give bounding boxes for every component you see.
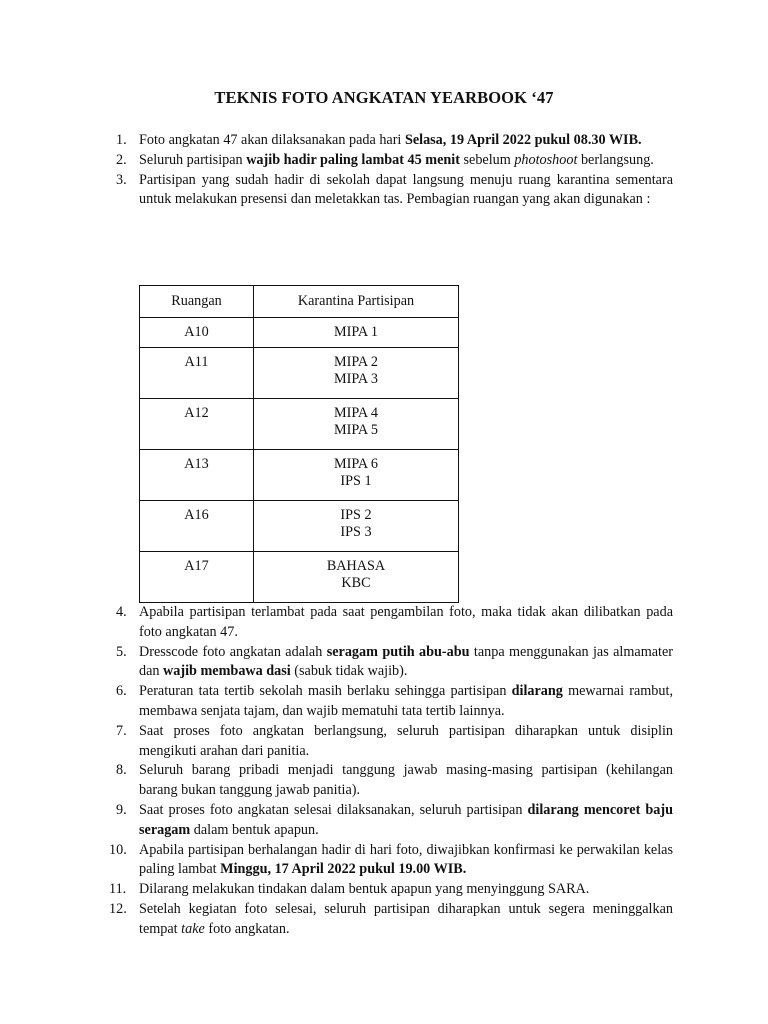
text-run: Apabila partisipan berhalangan hadir di hari foto, diwajibkan konfirmasi ke perwakilan kelas paling lambat bbox=[139, 841, 673, 878]
list-item-text bbox=[139, 603, 673, 643]
list-item-number: 10. bbox=[109, 841, 127, 858]
classes-cell bbox=[254, 450, 459, 501]
list-item-number: 8. bbox=[116, 762, 127, 779]
bold-text: Selasa, 19 April 2022 pukul 08.30 WIB. bbox=[404, 132, 642, 148]
list-item-text bbox=[139, 722, 673, 762]
list-item-number: 12. bbox=[109, 900, 127, 917]
rules-list-part-2 bbox=[0, 603, 768, 940]
list-item-number: 7. bbox=[116, 722, 127, 739]
list-item-text bbox=[139, 761, 673, 801]
list-item-text bbox=[139, 841, 673, 881]
room-cell: A13 bbox=[140, 450, 254, 501]
list-item-text bbox=[139, 682, 673, 722]
list-item-text bbox=[139, 880, 673, 900]
text-run: Dilarang melakukan tindakan dalam bentuk apapun yang menyinggung SARA. bbox=[139, 881, 590, 898]
text-run: tanpa menggunakan jas almamater dan bbox=[139, 643, 673, 680]
list-item-text bbox=[139, 801, 673, 841]
table-row bbox=[140, 450, 459, 501]
list-item-text bbox=[139, 171, 673, 211]
rules-list-part-1 bbox=[0, 131, 768, 210]
text-run: mewarnai rambut, membawa senjata tajam, dan wajib mematuhi tata tertib lainnya. bbox=[139, 683, 673, 719]
bold-text: dilarang mencoret baju seragam bbox=[139, 801, 673, 838]
text-run: berlangsung. bbox=[577, 151, 654, 168]
list-item-number: 6. bbox=[116, 683, 127, 700]
list-item bbox=[0, 841, 673, 881]
class-name: BAHASA bbox=[326, 558, 386, 574]
classes-cell bbox=[254, 552, 459, 603]
list-item bbox=[0, 131, 673, 151]
bold-text: wajib membawa dasi bbox=[163, 663, 291, 680]
text-run: Partisipan yang sudah hadir di sekolah dapat langsung menuju ruang karantina sementara untuk melakukan presensi dan meletakkan tas. Pembagian ruangan yang akan digunakan : bbox=[139, 171, 673, 208]
list-item bbox=[0, 801, 673, 841]
list-item bbox=[0, 151, 673, 171]
list-item bbox=[0, 880, 673, 900]
header-ruangan: Ruangan bbox=[140, 286, 254, 318]
list-item-number: 4. bbox=[116, 604, 127, 620]
list-item-number: 11. bbox=[109, 881, 127, 898]
table-row bbox=[140, 318, 459, 348]
classes-cell bbox=[254, 399, 459, 450]
text-run: Dresscode foto angkatan adalah bbox=[139, 643, 327, 660]
list-item bbox=[0, 171, 673, 211]
list-item bbox=[0, 761, 673, 801]
list-item-text bbox=[139, 131, 673, 151]
page-title: TEKNIS FOTO ANGKATAN YEARBOOK ‘47 bbox=[214, 88, 554, 107]
text-run: Seluruh barang pribadi menjadi tanggung jawab masing-masing partisipan (kehilangan barang bukan tanggung jawab panitia). bbox=[139, 762, 673, 799]
bold-text: wajib hadir paling lambat 45 menit bbox=[246, 151, 460, 168]
text-run: Saat proses foto angkatan selesai dilaksanakan, seluruh partisipan bbox=[139, 801, 528, 818]
text-run: Seluruh partisipan bbox=[139, 151, 247, 168]
text-run: (sabuk tidak wajib). bbox=[290, 663, 408, 680]
bold-text: Minggu, 17 April 2022 pukul 19.00 WIB. bbox=[220, 861, 467, 878]
list-item-text bbox=[139, 151, 673, 171]
room-assignment-table bbox=[139, 285, 459, 603]
class-name: MIPA 3 bbox=[333, 371, 379, 387]
list-item-number: 9. bbox=[116, 801, 127, 818]
class-name: MIPA 2 bbox=[333, 354, 379, 370]
list-item bbox=[0, 643, 673, 683]
room-cell: A16 bbox=[140, 501, 254, 552]
table-body bbox=[140, 318, 459, 603]
class-name: IPS 2 bbox=[340, 507, 372, 523]
class-name: IPS 3 bbox=[340, 524, 372, 540]
class-name: KBC bbox=[341, 575, 371, 591]
room-cell: A12 bbox=[140, 399, 254, 450]
table-row bbox=[140, 501, 459, 552]
bold-text: dilarang bbox=[511, 683, 563, 700]
text-run: Foto angkatan 47 akan dilaksanakan pada hari bbox=[139, 132, 405, 148]
list-item-text bbox=[139, 900, 673, 940]
table-row bbox=[140, 399, 459, 450]
list-item-number: 2. bbox=[116, 151, 127, 168]
table-header-row bbox=[140, 286, 459, 318]
text-run: Setelah kegiatan foto selesai, seluruh partisipan diharapkan untuk segera meninggalkan tempat bbox=[139, 900, 673, 937]
list-item bbox=[0, 900, 673, 940]
text-run: dalam bentuk apapun. bbox=[190, 821, 319, 838]
text-run: foto angkatan. bbox=[204, 920, 290, 937]
room-cell: A11 bbox=[140, 348, 254, 399]
text-run: Apabila partisipan terlambat pada saat pengambilan foto, maka tidak akan dilibatkan pada foto angkatan 47. bbox=[139, 604, 673, 640]
list-item-text bbox=[139, 643, 673, 683]
italic-text: photoshoot bbox=[514, 151, 578, 168]
list-item bbox=[0, 603, 673, 643]
list-item-number: 3. bbox=[116, 171, 127, 188]
table-row bbox=[140, 552, 459, 603]
text-run: Saat proses foto angkatan berlangsung, seluruh partisipan diharapkan untuk disiplin mengikuti arahan dari panitia. bbox=[139, 722, 673, 759]
classes-cell bbox=[254, 318, 459, 348]
bold-text: seragam putih abu-abu bbox=[326, 643, 470, 660]
list-item bbox=[0, 682, 673, 722]
italic-text: take bbox=[181, 920, 205, 937]
class-name: IPS 1 bbox=[340, 473, 372, 489]
list-item-number: 1. bbox=[116, 132, 127, 148]
list-item-number: 5. bbox=[116, 643, 127, 660]
class-name: MIPA 6 bbox=[333, 456, 379, 472]
class-name: MIPA 4 bbox=[333, 405, 379, 421]
classes-cell bbox=[254, 348, 459, 399]
table-row bbox=[140, 348, 459, 399]
header-karantina: Karantina Partisipan bbox=[254, 286, 459, 318]
list-item bbox=[0, 722, 673, 762]
class-name: MIPA 1 bbox=[333, 324, 379, 340]
class-name: MIPA 5 bbox=[333, 422, 379, 438]
text-run: sebelum bbox=[459, 151, 515, 168]
room-cell: A10 bbox=[140, 318, 254, 348]
room-cell: A17 bbox=[140, 552, 254, 603]
text-run: Peraturan tata tertib sekolah masih berlaku sehingga partisipan bbox=[139, 683, 512, 700]
classes-cell bbox=[254, 501, 459, 552]
